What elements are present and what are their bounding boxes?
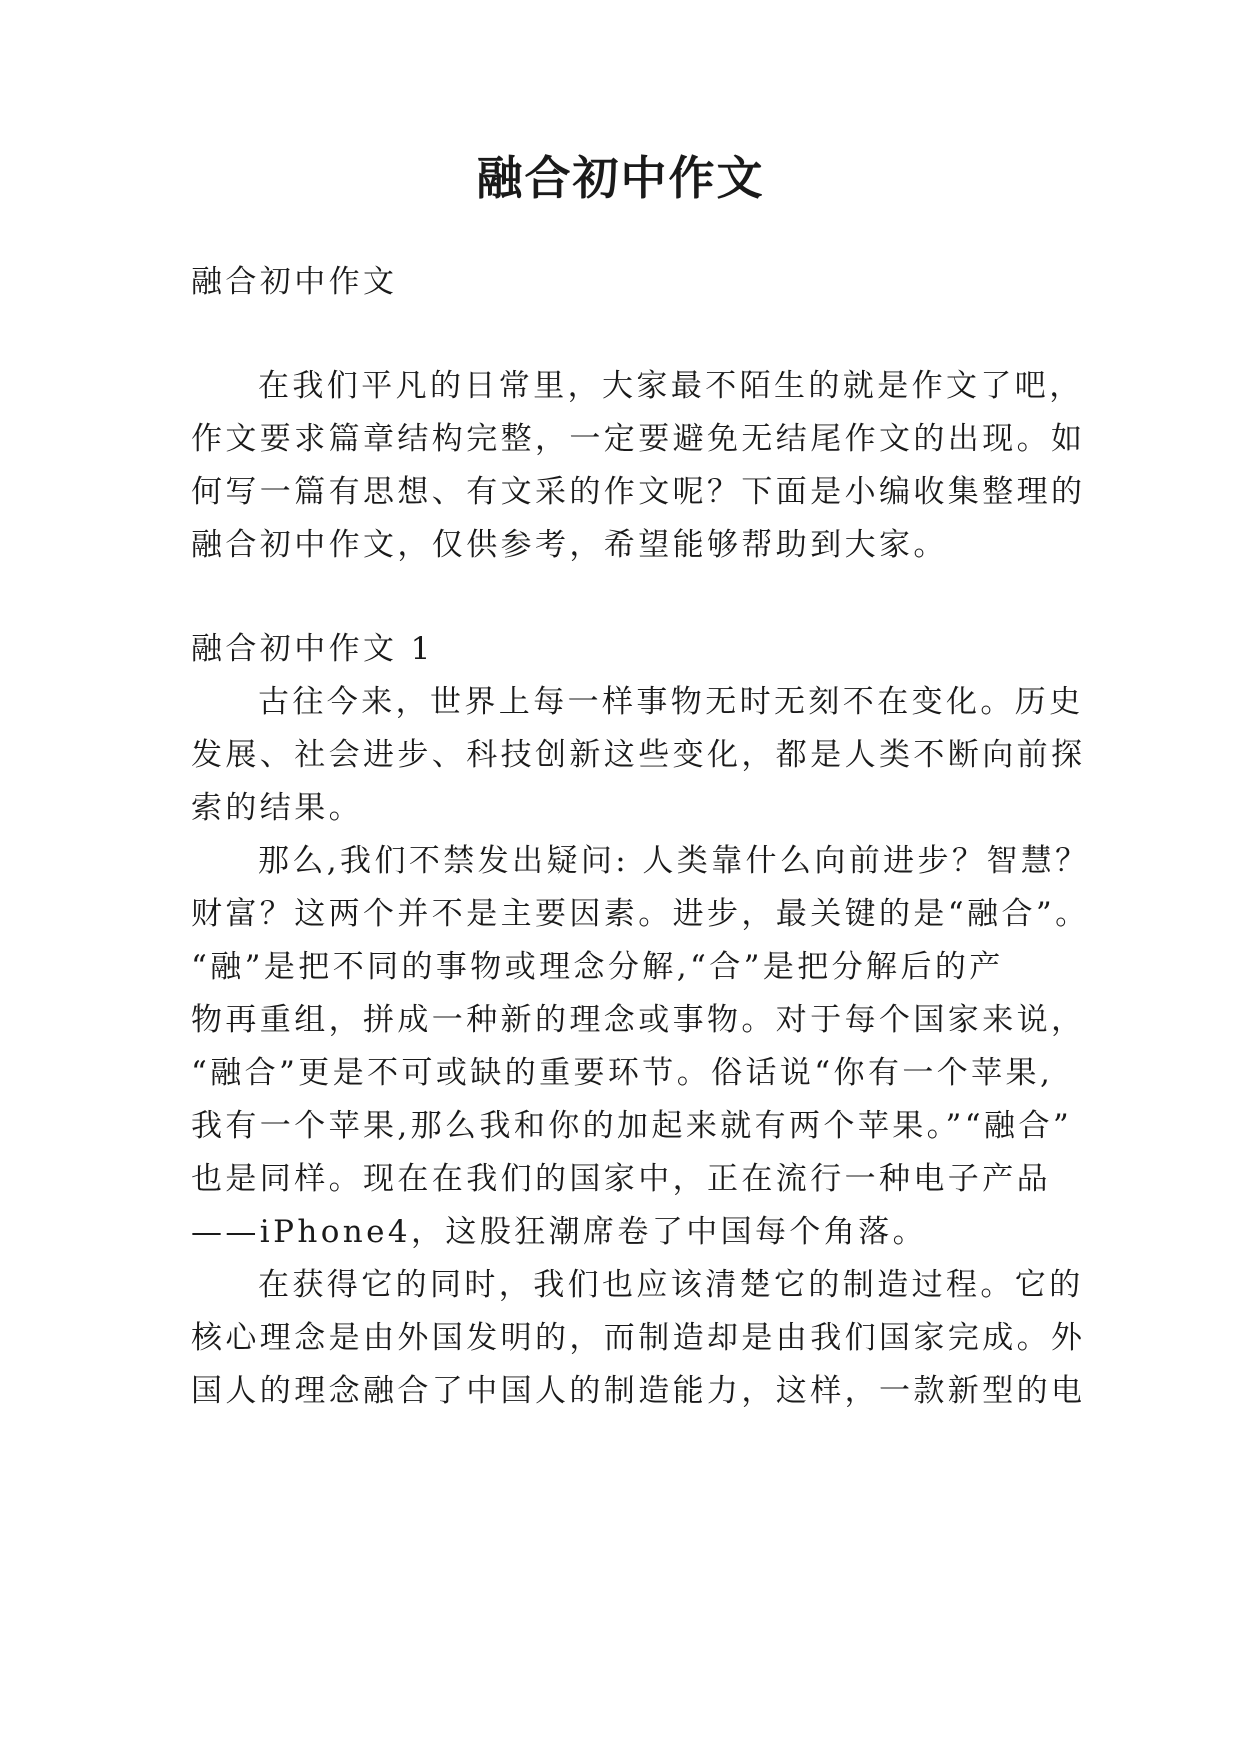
intro-line-3: 何写一篇有思想、有文采的作文呢？下面是小编收集整理的 xyxy=(191,474,1086,510)
intro-line-2: 作文要求篇章结构完整，一定要避免无结尾作文的出现。如 xyxy=(191,421,1086,457)
intro-line-1: 在我们平凡的日常里，大家最不陌生的就是作文了吧， xyxy=(258,368,1084,404)
body-line-2: 发展、社会进步、科技创新这些变化，都是人类不断向前探 xyxy=(191,737,1086,773)
body-line-7: 物再重组，拼成一种新的理念或事物。对于每个国家来说， xyxy=(191,1002,1086,1038)
body-line-12: 在获得它的同时，我们也应该清楚它的制造过程。它的 xyxy=(258,1267,1084,1303)
body-line-5: 财富？这两个并不是主要因素。进步，最关键的是“融合”。 xyxy=(191,896,1090,932)
page-title: 融合初中作文 xyxy=(476,151,765,205)
body-line-13: 核心理念是由外国发明的，而制造却是由我们国家完成。外 xyxy=(191,1320,1086,1356)
document-subtitle: 融合初中作文 xyxy=(191,264,398,300)
body-line-9: 我有一个苹果,那么我和你的加起来就有两个苹果。”“融合” xyxy=(191,1108,1073,1144)
body-line-4: 那么,我们不禁发出疑问: 人类靠什么向前进步？智慧？ xyxy=(258,843,1090,879)
body-line-11: ——iPhone4，这股狂潮席卷了中国每个角落。 xyxy=(191,1214,928,1250)
body-line-6: “融”是把不同的事物或理念分解,“合”是把分解后的产 xyxy=(191,949,1004,985)
body-line-1: 古往今来，世界上每一样事物无时无刻不在变化。历史 xyxy=(258,684,1084,720)
body-line-8: “融合”更是不可或缺的重要环节。俗话说“你有一个苹果, xyxy=(191,1055,1054,1091)
body-line-14: 国人的理念融合了中国人的制造能力，这样，一款新型的电 xyxy=(191,1373,1086,1409)
intro-line-4: 融合初中作文，仅供参考，希望能够帮助到大家。 xyxy=(191,527,948,563)
section-heading: 融合初中作文 1 xyxy=(191,631,434,667)
body-line-10: 也是同样。现在在我们的国家中，正在流行一种电子产品 xyxy=(191,1161,1051,1197)
body-line-3: 索的结果。 xyxy=(191,790,363,826)
